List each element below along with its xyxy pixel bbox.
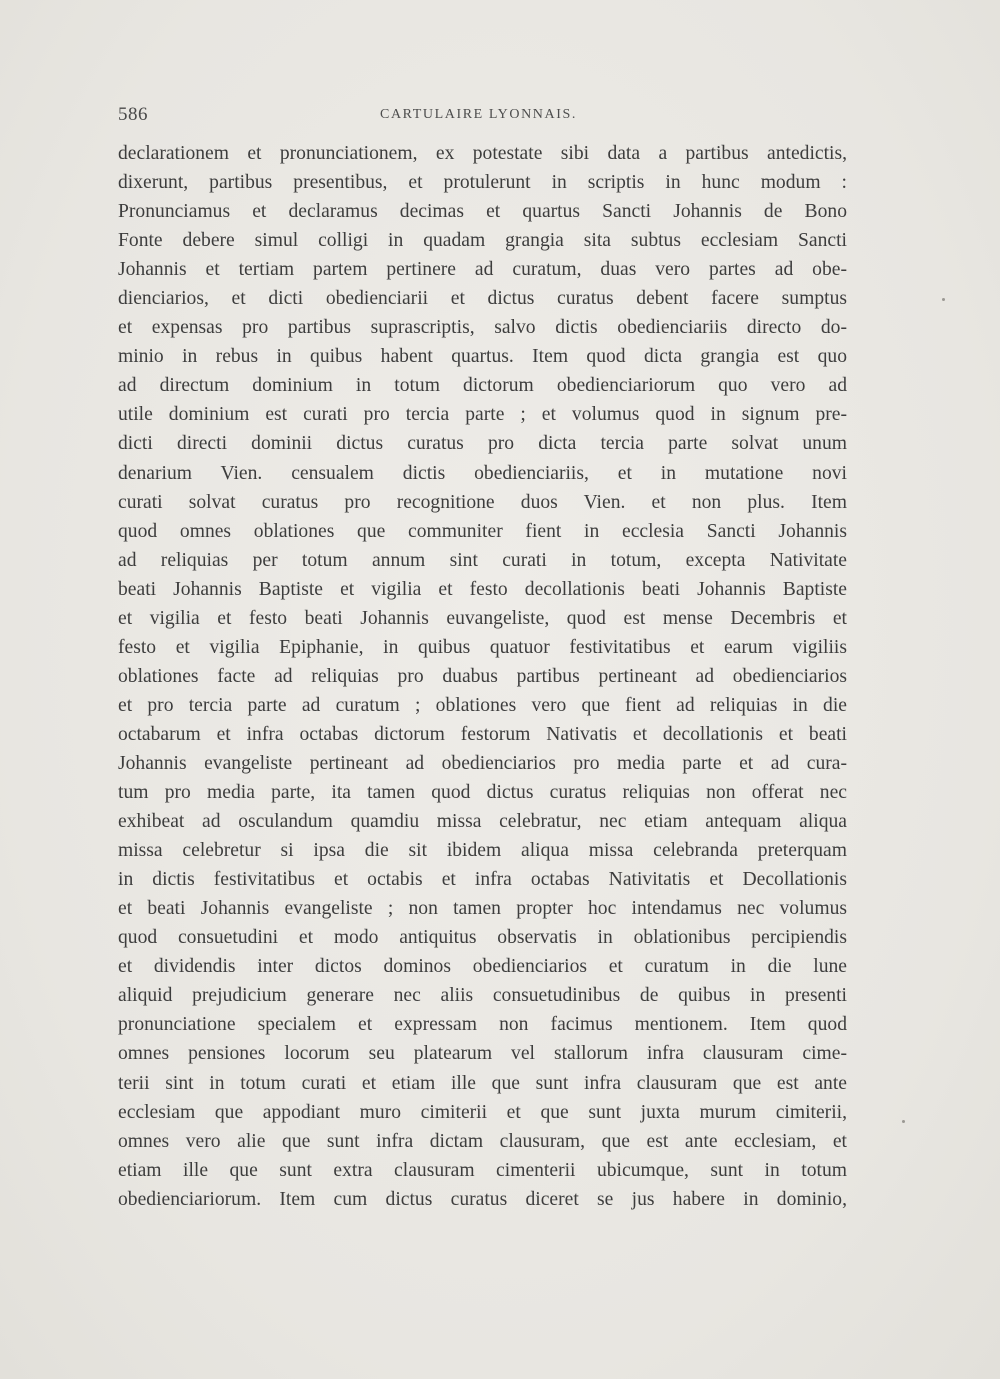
text-line: exhibeat ad osculandum quamdiu missa celebratur, nec etiam antequam aliqua — [118, 811, 847, 833]
text-line: omnes vero alie que sunt infra dictam clausuram, que est ante ecclesiam, et — [118, 1130, 847, 1152]
text-line: declarationem et pronunciationem, ex potestate sibi data a partibus antedictis, — [118, 143, 847, 164]
text-line: beati Johannis Baptiste et vigilia et festo decollationis beati Johannis Baptiste — [118, 578, 847, 600]
text-line: ecclesiam que appodiant muro cimiterii et que sunt juxta murum cimiterii, — [118, 1101, 847, 1123]
text-line: aliquid prejudicium generare nec aliis consuetudinibus de quibus in presenti — [118, 985, 847, 1007]
text-line: et beati Johannis evangeliste ; non tamen propter hoc intendamus nec volumus — [118, 898, 847, 920]
text-line: etiam ille que sunt extra clausuram cimenterii ubicumque, sunt in totum — [118, 1159, 847, 1181]
text-line: missa celebretur si ipsa die sit ibidem aliqua missa celebranda preterquam — [118, 840, 847, 862]
text-line: pronunciatione specialem et expressam non facimus mentionem. Item quod — [118, 1014, 847, 1036]
text-line: et dividendis inter dictos dominos obedienciarios et curatum in die lune — [118, 956, 847, 978]
text-line: omnes pensiones locorum seu platearum vel stallorum infra clausuram cime- — [118, 1043, 847, 1065]
page-number: 586 — [118, 104, 148, 125]
text-line: octabarum et infra octabas dictorum festorum Nativatis et decollationis et beati — [118, 723, 847, 745]
text-line: curati solvat curatus pro recognitione duos Vien. et non plus. Item — [118, 491, 847, 513]
text-line: utile dominium est curati pro tercia parte ; et volumus quod in signum pre- — [118, 404, 847, 426]
text-line: tum pro media parte, ita tamen quod dictus curatus reliquias non offerat nec — [118, 782, 847, 804]
text-line: et expensas pro partibus suprascriptis, salvo dictis obedienciariis directo do- — [118, 317, 847, 339]
text-line: ad reliquias per totum annum sint curati in totum, excepta Nativitate — [118, 549, 847, 571]
text-line: Johannis et tertiam partem pertinere ad curatum, duas vero partes ad obe- — [118, 259, 847, 281]
text-line: denarium Vien. censualem dictis obedienciariis, et in mutatione novi — [118, 462, 847, 484]
text-line: et vigilia et festo beati Johannis euvangeliste, quod est mense Decembris et — [118, 607, 847, 629]
text-line: dienciarios, et dicti obedienciarii et dictus curatus debent facere sumptus — [118, 288, 847, 310]
body-text — [118, 139, 847, 1214]
text-line: Fonte debere simul colligi in quadam grangia sita subtus ecclesiam Sancti — [118, 230, 847, 252]
text-line: Pronunciamus et declaramus decimas et quartus Sancti Johannis de Bono — [118, 201, 847, 223]
text-line: in dictis festivitatibus et octabis et infra octabas Nativitatis et Decollationis — [118, 869, 847, 891]
text-line: dixerunt, partibus presentibus, et protulerunt in scriptis in hunc modum : — [118, 172, 847, 194]
text-line: dicti directi dominii dictus curatus pro dicta tercia parte solvat unum — [118, 433, 847, 455]
text-line: festo et vigilia Epiphanie, in quibus quatuor festivitatibus et earum vigiliis — [118, 636, 847, 658]
text-line: oblationes facte ad reliquias pro duabus partibus pertineant ad obedienciarios — [118, 665, 847, 687]
text-line: ad directum dominium in totum dictorum obedienciariorum quo vero ad — [118, 375, 847, 397]
running-head — [118, 104, 846, 130]
paper-speck — [942, 298, 945, 301]
text-line: quod consuetudini et modo antiquitus observatis in oblationibus percipiendis — [118, 927, 847, 949]
text-line: Johannis evangeliste pertineant ad obedienciarios pro media parte et ad cura- — [118, 752, 847, 774]
running-title: CARTULAIRE LYONNAIS. — [380, 107, 577, 122]
paper-speck — [902, 1120, 905, 1123]
text-line: obedienciariorum. Item cum dictus curatus diceret se jus habere in dominio, — [118, 1188, 847, 1210]
text-line: minio in rebus in quibus habent quartus. Item quod dicta grangia est quo — [118, 346, 847, 368]
text-line: et pro tercia parte ad curatum ; oblationes vero que fient ad reliquias in die — [118, 694, 847, 716]
text-line: quod omnes oblationes que communiter fient in ecclesia Sancti Johannis — [118, 520, 847, 542]
text-line: terii sint in totum curati et etiam ille que sunt infra clausuram que est ante — [118, 1072, 847, 1094]
